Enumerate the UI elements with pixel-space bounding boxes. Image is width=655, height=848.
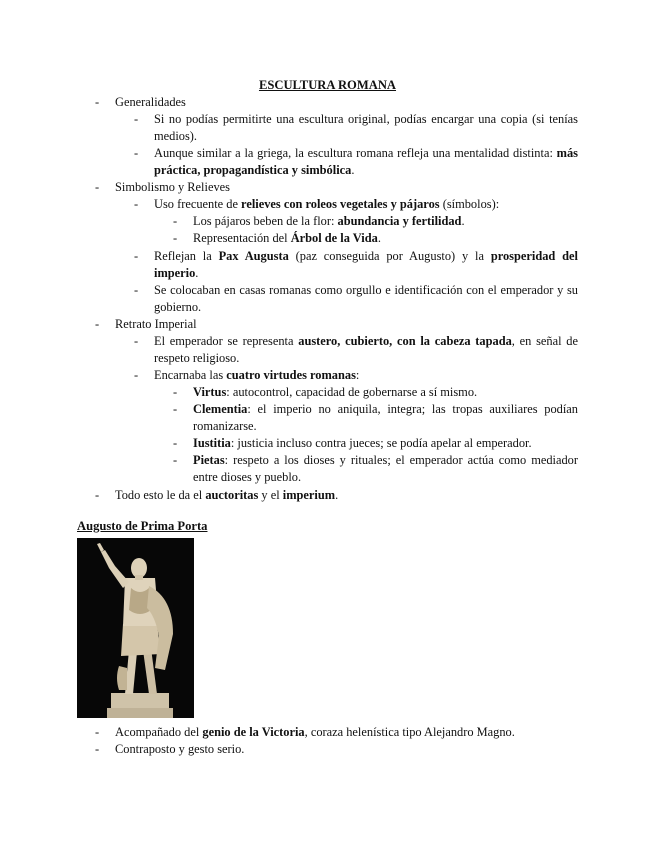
- section-generalidades-label: Generalidades: [115, 95, 186, 109]
- bullet-dash: -: [173, 453, 178, 467]
- augusto-item-genio: Acompañado del genio de la Victoria, coraza helenística tipo Alejandro Magno.: [115, 725, 515, 739]
- virtud-virtus: Virtus: autocontrol, capacidad de gobernarse a sí mismo.: [193, 385, 478, 399]
- bullet-dash: -: [134, 368, 139, 382]
- bullet-dash: -: [173, 385, 178, 399]
- bullet-dash: -: [95, 180, 100, 194]
- bullet-dash: -: [173, 402, 178, 416]
- bullet-dash: -: [95, 742, 100, 756]
- virtud-clementia: Clementia: el imperio no aniquila, integra; las tropas auxiliares podían romanizarse.: [193, 402, 578, 433]
- bullet-dash: -: [95, 725, 100, 739]
- simbolismo-sub-pajaros: Los pájaros beben de la flor: abundancia y fertilidad.: [193, 214, 465, 228]
- final-auctoritas: Todo esto le da el auctoritas y el imperium.: [115, 488, 339, 502]
- page-title: ESCULTURA ROMANA: [258, 78, 397, 92]
- bullet-dash: -: [95, 317, 100, 331]
- bullet-dash: -: [95, 95, 100, 109]
- bullet-dash: -: [134, 283, 139, 297]
- section-simbolismo-label: Simbolismo y Relieves: [115, 180, 230, 194]
- simbolismo-sub-arbol: Representación del Árbol de la Vida.: [193, 231, 381, 245]
- statue-illustration: [77, 538, 194, 718]
- bullet-dash: -: [134, 334, 139, 348]
- bullet-dash: -: [134, 146, 139, 160]
- augusto-heading: Augusto de Prima Porta: [77, 519, 208, 533]
- bullet-dash: -: [95, 488, 100, 502]
- retrato-item-austero: El emperador se representa austero, cubierto, con la cabeza tapada, en señal de respeto religioso.: [154, 334, 578, 365]
- augusto-item-contraposto: Contraposto y gesto serio.: [115, 742, 245, 756]
- virtud-pietas: Pietas: respeto a los dioses y rituales; el emperador actúa como mediador entre dioses y pueblo.: [193, 453, 578, 484]
- bullet-dash: -: [173, 436, 178, 450]
- generalidades-item-1: Si no podías permitirte una escultura original, podías encargar una copia (si tenías medios).: [154, 112, 578, 143]
- bullet-dash: -: [173, 231, 178, 245]
- simbolismo-item-casas: Se colocaban en casas romanas como orgullo e identificación con el emperador y su gobierno.: [154, 283, 578, 314]
- simbolismo-item-relieves: Uso frecuente de relieves con roleos vegetales y pájaros (símbolos):: [154, 197, 500, 211]
- bullet-dash: -: [134, 112, 139, 126]
- bullet-dash: -: [173, 214, 178, 228]
- section-retrato-label: Retrato Imperial: [115, 317, 197, 331]
- bullet-dash: -: [134, 197, 139, 211]
- retrato-item-virtudes: Encarnaba las cuatro virtudes romanas:: [154, 368, 360, 382]
- virtud-iustitia: Iustitia: justicia incluso contra jueces; se podía apelar al emperador.: [193, 436, 532, 450]
- simbolismo-item-pax: Reflejan la Pax Augusta (paz conseguida por Augusto) y la prosperidad del imperio.: [154, 249, 578, 280]
- generalidades-item-2: Aunque similar a la griega, la escultura romana refleja una mentalidad distinta: más práctica, propagandística y simbólica.: [154, 146, 578, 177]
- augustus-statue-photo: [77, 538, 194, 718]
- bullet-dash: -: [134, 249, 139, 263]
